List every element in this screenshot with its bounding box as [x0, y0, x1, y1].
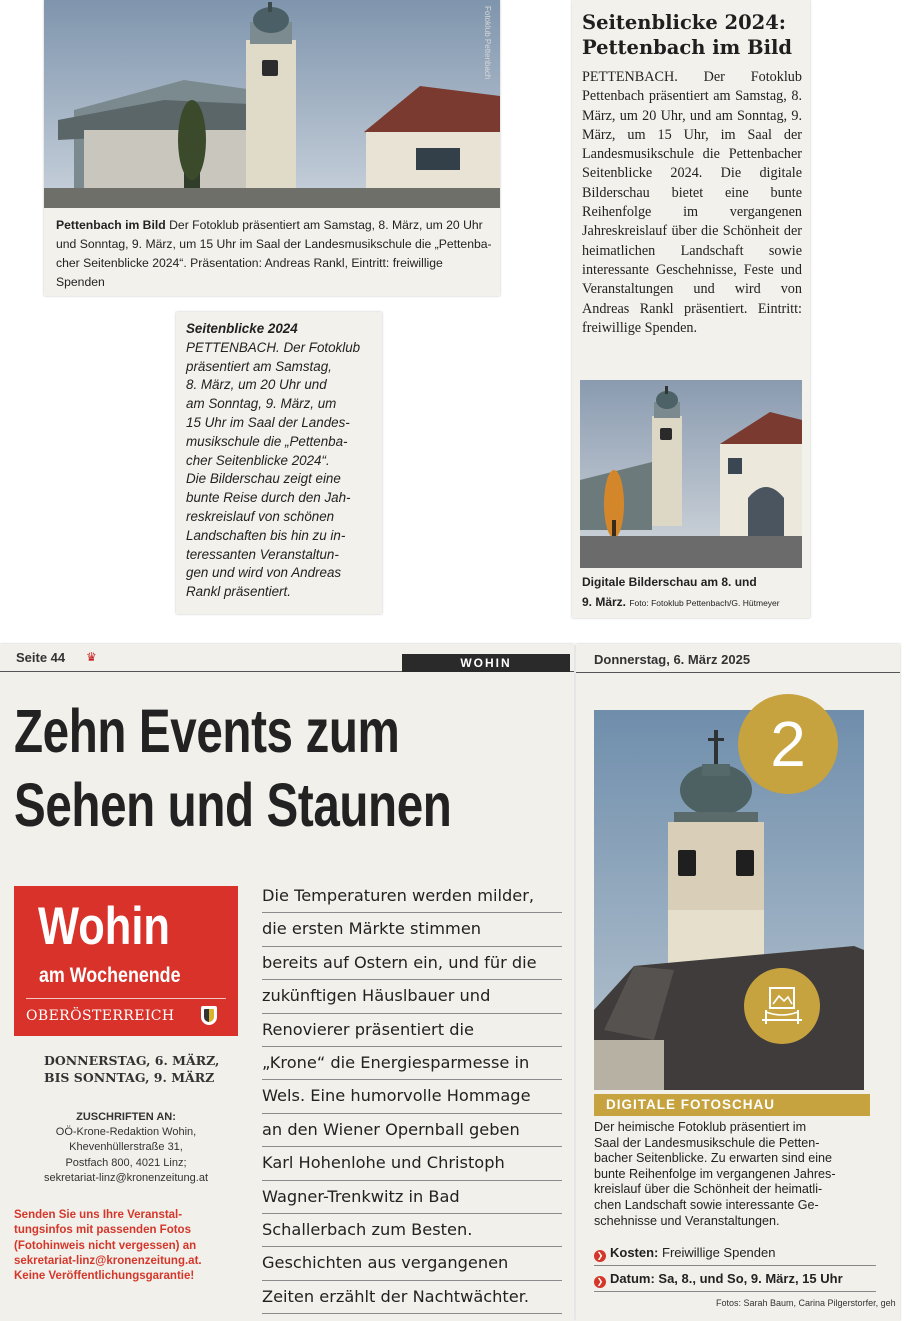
newspaper-page-left [0, 644, 574, 1321]
datum-row [594, 1266, 876, 1292]
article-body: PETTENBACH. Der Fotoklub Pettenbach präsentiert am Samstag, 8. März, um 20 Uhr, und am Sonntag, 9. März, um 15 Uhr, im Saal der Landesmusikschule die Pettenbacher Seitenblicke 2024. Die digitale Bilderschau bietet eine bunte Reihenfolge im vergangenen Jahreskreislauf über die Schönheit der heimatlichen Landschaft sowie interessante Geschehnisse, Feste und Veranstaltungen und wird von Andreas Rankl präsentiert. Eintritt: freiwillige Spenden. [582, 69, 802, 336]
kosten-value: Freiwillige Spenden [662, 1245, 776, 1260]
crest-icon [201, 1006, 217, 1025]
article-line: teressanten Veranstaltun- [186, 546, 339, 562]
arrow-icon: ❯ [594, 1276, 606, 1288]
lead-text [262, 880, 562, 1314]
article-body [186, 320, 376, 602]
article-line: reskreislauf von schönen [186, 508, 335, 524]
article-line: präsentiert am Samstag, [186, 358, 332, 374]
section-tag: WOHIN [402, 654, 570, 672]
event-line: kreislauf über die Schönheit der heimatli- [594, 1182, 823, 1197]
event-line: Saal der Landesmusikschule die Petten- [594, 1135, 820, 1150]
contact-heading: ZUSCHRIFTEN AN: [76, 1111, 176, 1123]
event-tag: DIGITALE FOTOSCHAU [594, 1094, 870, 1116]
newspaper-page-right [576, 644, 900, 1321]
caption-line: Der Fotoklub präsentiert am Samstag, 8. März, um 20 Uhr [169, 218, 483, 232]
article-line: Rankl präsentiert. [186, 584, 291, 600]
caption-line: Digitale Bilderschau am 8. und [582, 575, 757, 589]
photo-credits: Fotos: Sarah Baum, Carina Pilgerstorfer, geh [716, 1298, 896, 1308]
photo-caption [582, 572, 806, 613]
article-line: Landschaften bis hin zu in- [186, 527, 346, 543]
kosten-label: Kosten: [610, 1245, 659, 1260]
photo-credit: Foto: Fotoklub Pettenbach/G. Hütmeyer [629, 598, 780, 608]
clipping-seitenblicke-2024 [572, 0, 810, 618]
lead-line: Wagner-Trenkwitz in Bad [262, 1181, 562, 1214]
church-photo [44, 0, 500, 208]
article-line: PETTENBACH. Der Fotoklub [186, 339, 361, 355]
article-line: Die Bilderschau zeigt eine [186, 471, 341, 487]
crown-icon: ♛ [86, 650, 97, 664]
caption-line: und Sonntag, 9. März, um 15 Uhr im Saal der Landesmusikschule die „Pettenba- [56, 237, 492, 251]
header-rule [576, 672, 900, 673]
lead-line: „Krone“ die Energiesparmesse in [262, 1047, 562, 1080]
kosten-row [594, 1240, 876, 1266]
event-details [594, 1240, 876, 1292]
contact-line: Khevenhüllerstraße 31, [69, 1141, 183, 1154]
headline-line: Pettenbach im Bild [582, 36, 793, 59]
event-dates [44, 1052, 219, 1086]
article-line: 8. März, um 20 Uhr und [186, 377, 327, 393]
headline-line: Seitenblicke 2024: [582, 11, 786, 34]
dates-line: BIS SONNTAG, 9. MÄRZ [44, 1070, 215, 1085]
logo-divider [26, 998, 226, 999]
event-line: bacher Seitenblicke. Zu erwarten sind eine [594, 1151, 833, 1166]
arrow-icon: ❯ [594, 1250, 606, 1262]
exhibition-icon [744, 968, 820, 1044]
contact-line: Postfach 800, 4021 Linz; [65, 1156, 187, 1169]
notice-line: sekretariat-linz@kronenzeitung.at. [14, 1254, 202, 1267]
logo-sub: am Wochenende [39, 964, 181, 987]
contact-line: sekretariat-linz@kronenzeitung.at [43, 1171, 209, 1184]
article-headline [582, 10, 804, 60]
title-line: Zehn Events zum [14, 697, 400, 765]
datum-label: Datum: [610, 1271, 655, 1286]
event-number: 2 [738, 694, 838, 794]
church-street-photo [580, 380, 802, 568]
issue-date: Donnerstag, 6. März 2025 [594, 652, 751, 667]
lead-line: Zeiten erzählt der Nachtwächter. [262, 1281, 562, 1314]
article-line: cher Seitenblicke 2024“. [186, 452, 330, 468]
lead-line: an den Wiener Opernball geben [262, 1114, 562, 1147]
lead-line: Geschichten aus vergangenen [262, 1247, 562, 1280]
caption-lead: Pettenbach im Bild [56, 218, 166, 232]
lead-line: Renovierer präsentiert die [262, 1014, 562, 1047]
lead-line: die ersten Märkte stimmen [262, 913, 562, 946]
notice-line: tungsinfos mit passenden Fotos [14, 1224, 191, 1237]
event-line: schehnisse und Veranstaltungen. [594, 1213, 780, 1228]
clipping-pettenbach-im-bild [44, 0, 500, 296]
notice-line: (Fotohinweis nicht vergessen) an [14, 1239, 197, 1252]
caption-line: cher Seitenblicke 2024“. Präsentation: Andreas Rankl, Eintritt: freiwillige Spenden [56, 256, 443, 289]
title-line: Sehen und Staunen [14, 771, 452, 839]
photo-credit-vertical: Fotoklub Pettenbach [483, 6, 492, 80]
article-line: gen und wird von Andreas [186, 565, 342, 581]
logo-word: Wohin [38, 897, 170, 956]
datum-value: Sa, 8., und So, 9. März, 15 Uhr [658, 1271, 843, 1286]
contact-block [14, 1110, 238, 1186]
page-title [14, 694, 451, 842]
article-line: 15 Uhr im Saal der Landes- [186, 414, 350, 430]
contact-line: OÖ-Krone-Redaktion Wohin, [55, 1126, 197, 1139]
article-title: Seitenblicke 2024 [186, 321, 298, 336]
wohin-logo [14, 886, 238, 1036]
lead-line: Schallerbach zum Besten. [262, 1214, 562, 1247]
lead-line: Die Temperaturen werden milder, [262, 880, 562, 913]
article-line: musikschule die „Pettenba- [186, 433, 348, 449]
event-line: bunte Reihenfolge im vergangenen Jahres- [594, 1166, 836, 1181]
event-body [594, 1120, 870, 1229]
submission-notice [14, 1208, 246, 1284]
lead-line: zukünftigen Häuslbauer und [262, 980, 562, 1013]
photo-caption [56, 216, 492, 292]
article-line: am Sonntag, 9. März, um [186, 396, 337, 412]
lead-line: Karl Hohenlohe und Christoph [262, 1147, 562, 1180]
notice-line: Keine Veröffentlichungsgarantie! [14, 1270, 195, 1283]
caption-line: 9. März. [582, 595, 627, 609]
event-line: chen Landschaft sowie interessante Ge- [594, 1197, 819, 1212]
event-line: Der heimische Fotoklub präsentiert im [594, 1120, 807, 1134]
page-number: Seite 44 [16, 650, 66, 665]
notice-line: Senden Sie uns Ihre Veranstal- [14, 1209, 183, 1221]
logo-region: OBERÖSTERREICH [26, 1008, 175, 1024]
lead-line: Wels. Eine humorvolle Hommage [262, 1080, 562, 1113]
lead-line: bereits auf Ostern ein, und für die [262, 947, 562, 980]
dates-line: DONNERSTAG, 6. MÄRZ, [44, 1053, 220, 1068]
article-line: bunte Reise durch den Jah- [186, 490, 351, 506]
clipping-seitenblicke-italic [176, 312, 382, 614]
